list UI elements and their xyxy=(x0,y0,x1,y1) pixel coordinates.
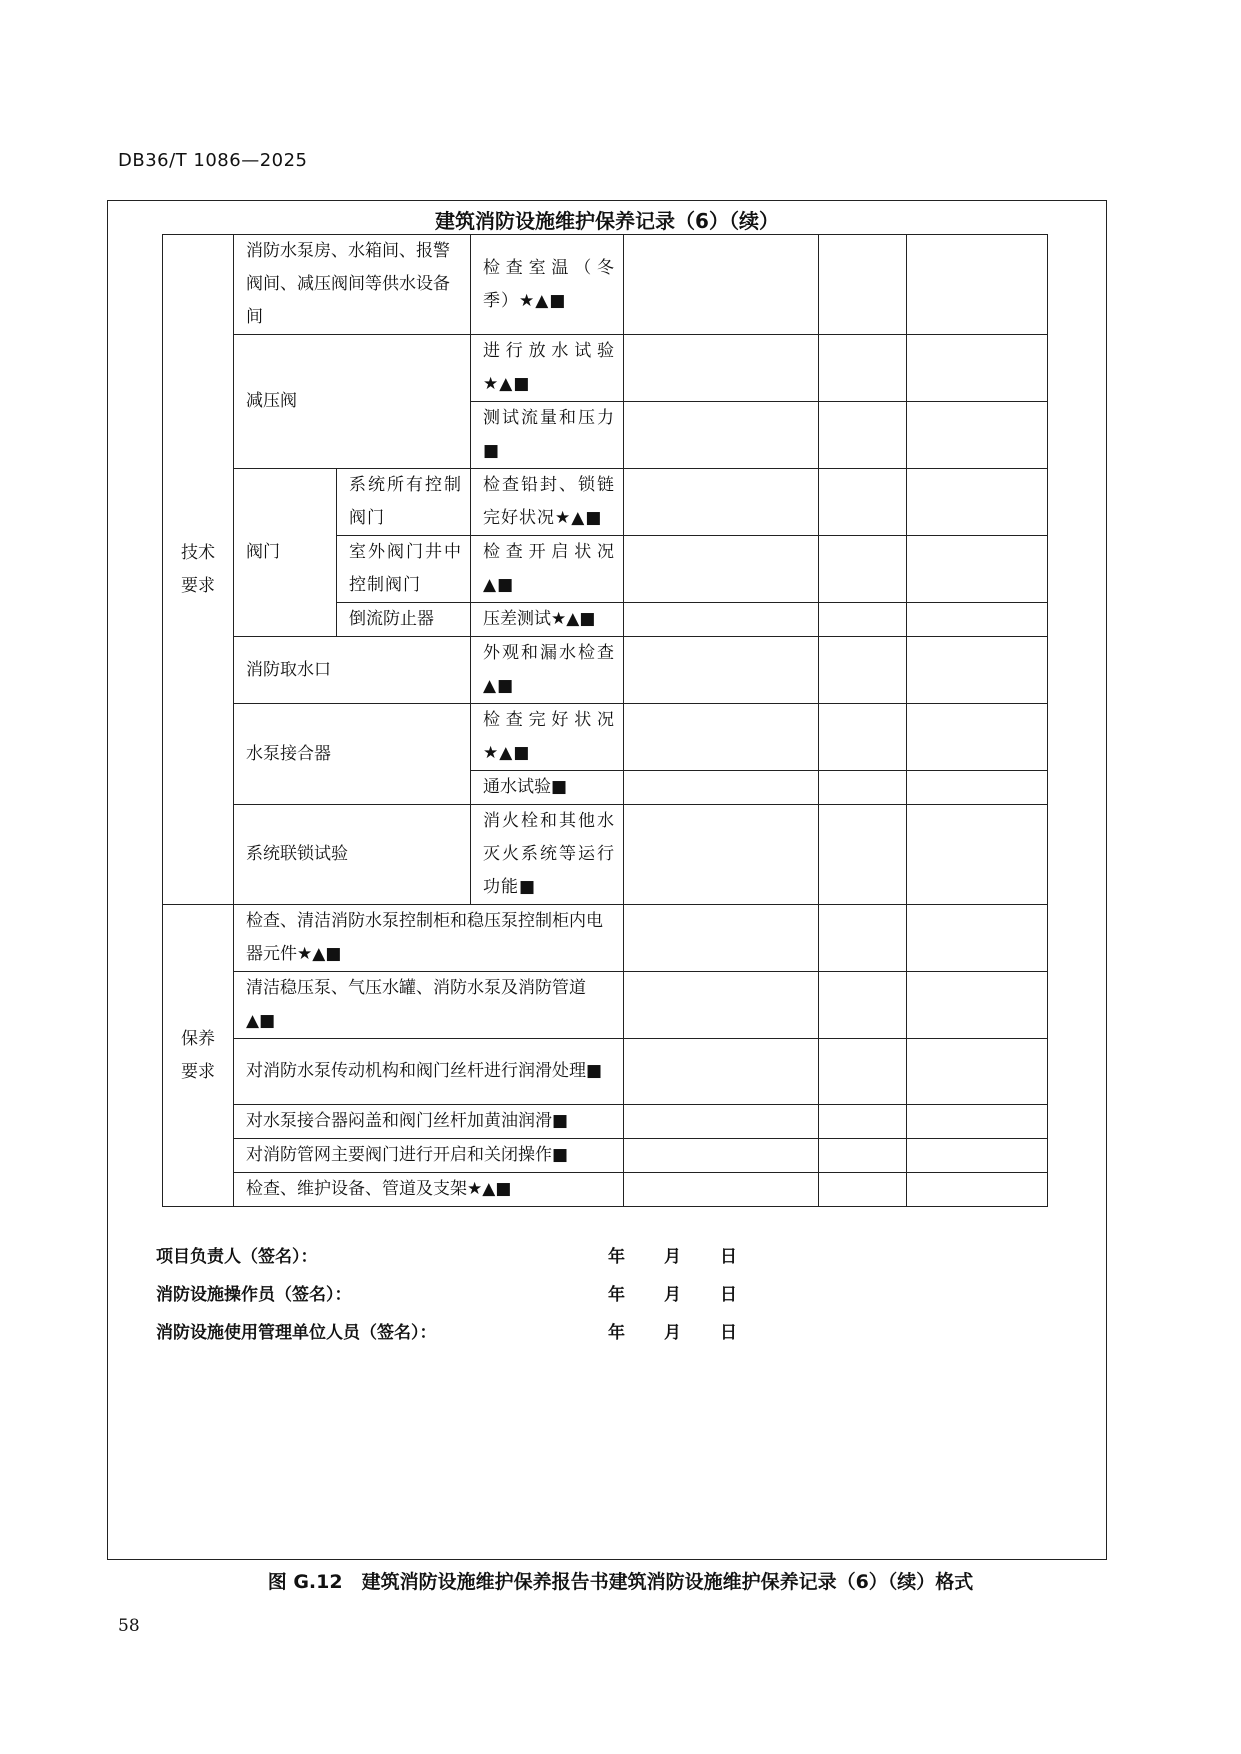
blank-cell[interactable] xyxy=(624,704,819,771)
check-cell: 测试流量和压力■ xyxy=(471,402,624,469)
blank-cell[interactable] xyxy=(907,771,1048,805)
blank-cell[interactable] xyxy=(624,1039,819,1105)
record-table xyxy=(162,234,1048,1207)
table-row xyxy=(163,235,1048,335)
tech-requirements-label: 技术 要求 xyxy=(163,235,234,905)
blank-cell[interactable] xyxy=(907,972,1048,1039)
page-number: 58 xyxy=(118,1616,140,1636)
table-row xyxy=(163,704,1048,771)
item-cell: 消防水泵房、水箱间、报警阀间、减压阀间等供水设备间 xyxy=(234,235,471,335)
blank-cell[interactable] xyxy=(907,235,1048,335)
standard-code: DB36/T 1086—2025 xyxy=(118,150,308,171)
blank-cell[interactable] xyxy=(907,1139,1048,1173)
blank-cell[interactable] xyxy=(624,1173,819,1207)
item-cell: 减压阀 xyxy=(234,335,471,469)
table-row xyxy=(163,805,1048,905)
blank-cell[interactable] xyxy=(819,1139,907,1173)
maintenance-item-cell: 对消防管网主要阀门进行开启和关闭操作■ xyxy=(234,1139,624,1173)
blank-cell[interactable] xyxy=(819,704,907,771)
blank-cell[interactable] xyxy=(624,637,819,704)
blank-cell[interactable] xyxy=(907,335,1048,402)
blank-cell[interactable] xyxy=(624,402,819,469)
blank-cell[interactable] xyxy=(624,905,819,972)
check-cell: 检查室温（冬季）★▲■ xyxy=(471,235,624,335)
check-cell: 压差测试★▲■ xyxy=(471,603,624,637)
blank-cell[interactable] xyxy=(907,536,1048,603)
maintenance-requirements-label: 保养 要求 xyxy=(163,905,234,1207)
year-label: 年 xyxy=(608,1285,625,1305)
check-cell: 检查完好状况★▲■ xyxy=(471,704,624,771)
blank-cell[interactable] xyxy=(624,771,819,805)
figure-caption: 图 G.12 建筑消防设施维护保养报告书建筑消防设施维护保养记录（6）（续）格式 xyxy=(267,1571,974,1593)
year-label: 年 xyxy=(608,1323,625,1343)
blank-cell[interactable] xyxy=(819,235,907,335)
blank-cell[interactable] xyxy=(907,1039,1048,1105)
blank-cell[interactable] xyxy=(624,335,819,402)
check-cell: 外观和漏水检查▲■ xyxy=(471,637,624,704)
blank-cell[interactable] xyxy=(819,335,907,402)
blank-cell[interactable] xyxy=(819,1039,907,1105)
day-label: 日 xyxy=(720,1285,737,1305)
table-row xyxy=(163,1105,1048,1139)
blank-cell[interactable] xyxy=(819,1173,907,1207)
blank-cell[interactable] xyxy=(624,469,819,536)
blank-cell[interactable] xyxy=(819,469,907,536)
blank-cell[interactable] xyxy=(819,771,907,805)
blank-cell[interactable] xyxy=(907,1173,1048,1207)
blank-cell[interactable] xyxy=(624,805,819,905)
sub-item-cell: 室外阀门井中控制阀门 xyxy=(337,536,471,603)
maintenance-item-cell: 检查、清洁消防水泵控制柜和稳压泵控制柜内电器元件★▲■ xyxy=(234,905,624,972)
table-row xyxy=(163,637,1048,704)
item-cell: 消防取水口 xyxy=(234,637,471,704)
day-label: 日 xyxy=(720,1247,737,1267)
blank-cell[interactable] xyxy=(907,805,1048,905)
project-lead-signature: 项目负责人（签名）： xyxy=(156,1247,318,1267)
table-row xyxy=(163,469,1048,536)
table-row xyxy=(163,1139,1048,1173)
sub-item-cell: 系统所有控制阀门 xyxy=(337,469,471,536)
item-cell: 系统联锁试验 xyxy=(234,805,471,905)
sub-item-cell: 倒流防止器 xyxy=(337,603,471,637)
blank-cell[interactable] xyxy=(819,402,907,469)
blank-cell[interactable] xyxy=(819,905,907,972)
check-cell: 检查开启状况▲■ xyxy=(471,536,624,603)
table-row xyxy=(163,1173,1048,1207)
day-label: 日 xyxy=(720,1323,737,1343)
blank-cell[interactable] xyxy=(819,972,907,1039)
blank-cell[interactable] xyxy=(819,603,907,637)
table-row xyxy=(163,1039,1048,1105)
unit-staff-signature: 消防设施使用管理单位人员（签名）： xyxy=(156,1323,437,1343)
form-title: 建筑消防设施维护保养记录（6）（续） xyxy=(435,209,779,233)
blank-cell[interactable] xyxy=(819,637,907,704)
blank-cell[interactable] xyxy=(907,905,1048,972)
check-cell: 进行放水试验★▲■ xyxy=(471,335,624,402)
maintenance-item-cell: 清洁稳压泵、气压水罐、消防水泵及消防管道▲■ xyxy=(234,972,624,1039)
blank-cell[interactable] xyxy=(819,805,907,905)
blank-cell[interactable] xyxy=(624,1105,819,1139)
check-cell: 消火栓和其他水灭火系统等运行功能■ xyxy=(471,805,624,905)
blank-cell[interactable] xyxy=(907,704,1048,771)
form-frame xyxy=(107,200,1107,1560)
maintenance-item-cell: 对水泵接合器闷盖和阀门丝杆加黄油润滑■ xyxy=(234,1105,624,1139)
operator-signature: 消防设施操作员（签名）： xyxy=(156,1285,352,1305)
blank-cell[interactable] xyxy=(624,1139,819,1173)
year-label: 年 xyxy=(608,1247,625,1267)
table-row xyxy=(163,905,1048,972)
month-label: 月 xyxy=(664,1323,681,1343)
maintenance-item-cell: 检查、维护设备、管道及支架★▲■ xyxy=(234,1173,624,1207)
blank-cell[interactable] xyxy=(624,603,819,637)
item-cell: 水泵接合器 xyxy=(234,704,471,805)
table-row xyxy=(163,335,1048,402)
blank-cell[interactable] xyxy=(819,1105,907,1139)
blank-cell[interactable] xyxy=(624,972,819,1039)
blank-cell[interactable] xyxy=(624,235,819,335)
blank-cell[interactable] xyxy=(624,536,819,603)
item-cell: 阀门 xyxy=(234,469,337,637)
month-label: 月 xyxy=(664,1285,681,1305)
check-cell: 通水试验■ xyxy=(471,771,624,805)
blank-cell[interactable] xyxy=(907,402,1048,469)
blank-cell[interactable] xyxy=(907,469,1048,536)
blank-cell[interactable] xyxy=(819,536,907,603)
table-row xyxy=(163,972,1048,1039)
check-cell: 检查铅封、锁链完好状况★▲■ xyxy=(471,469,624,536)
month-label: 月 xyxy=(664,1247,681,1267)
maintenance-item-cell: 对消防水泵传动机构和阀门丝杆进行润滑处理■ xyxy=(234,1039,624,1105)
blank-cell[interactable] xyxy=(907,603,1048,637)
blank-cell[interactable] xyxy=(907,637,1048,704)
blank-cell[interactable] xyxy=(907,1105,1048,1139)
